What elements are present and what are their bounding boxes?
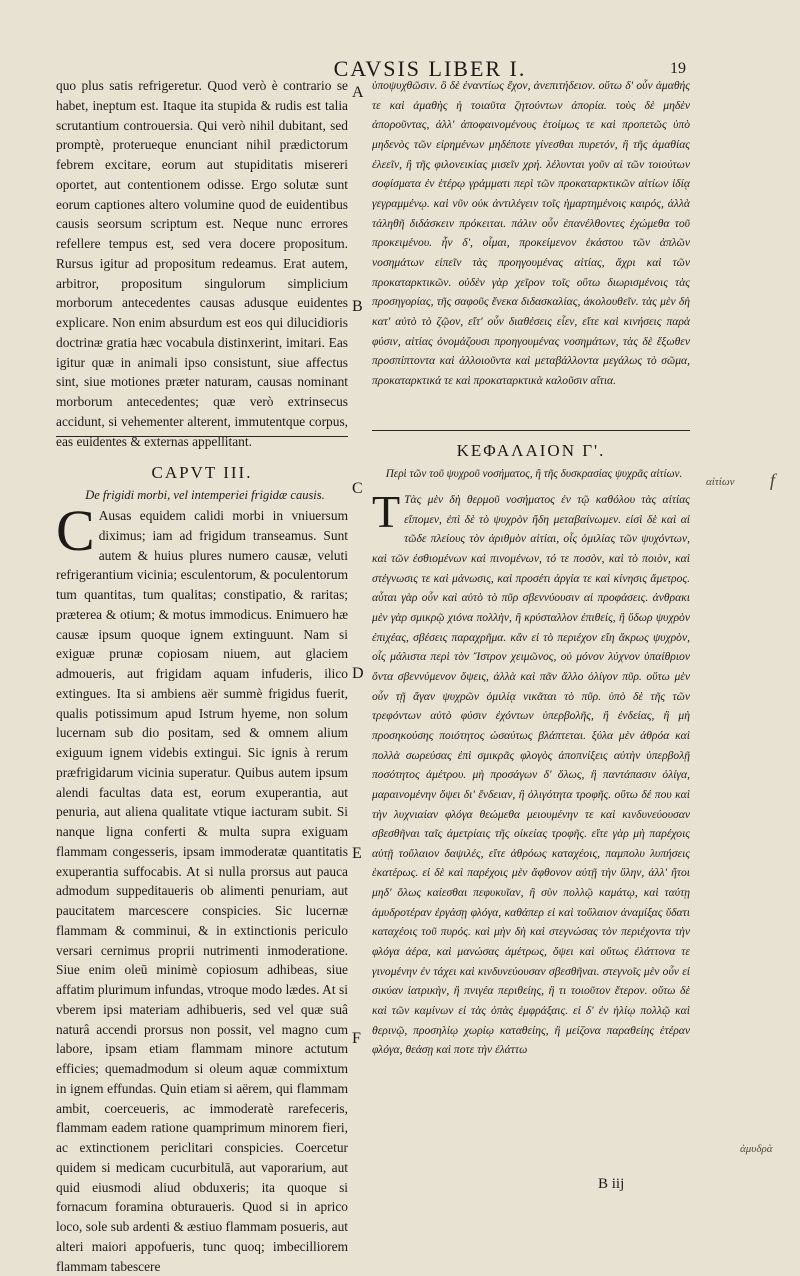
margin-annotation: ἀμυδρὰ [740,1143,773,1155]
chapter-heading-latin: CAPVT III. [151,463,253,482]
margin-marker: A [352,84,364,101]
latin-column-body [56,498,348,1276]
greek-column-top [372,76,690,391]
signature-mark: B iij [598,1176,625,1192]
margin-marker: E [352,845,362,862]
chapter-subtitle-latin: De frigidi morbi, vel intemperiei frigidæ causis. [85,488,325,502]
page-number: 19 [670,60,686,77]
margin-annotation: αἰτίων [706,476,735,488]
greek-column-body [372,486,690,1060]
greek-paragraph-top: ὑποψυχθῶσιν. ὃ δὲ ἐναντίως ἔχον, ἀνεπιτήδειον. οὕτω δ' οὖν ἀμαθής τε καὶ ἀμαθὴς ἡ τοιαῦτα ζητούντων ἀπορία. τοὺς δὲ μηδὲν ἀποροῦντας, ἀλλ' ἀποφαινομένους ἑτοίμως τε καὶ προπετῶς ὑπὸ μηδενὸς τῶν εἰρημένων μηδέποτε γίνεσθαι πυρετόν, ἢ τῆς ἀμαθίας ἐλεεῖν, ἢ τῆς φιλονεικίας μισεῖν χρή. λέλυνται γοῦν αἱ τῶν τοιούτων σοφίσματα ἐν ἑτέρῳ γράμματι περὶ τῶν προκαταρκτικῶν αἰτίων ἰδίᾳ γεγραμμένῳ. καὶ νῦν οὐκ ἀντιλέγειν τοῖς ἡμαρτημένοις καιρός, ἀλλὰ τἀληθῆ διδάσκειν πρόκειται. πάλιν οὖν ἐπανέλθοντες ἐχώμεθα τοῦ προκειμένου. ἦν δ', οἶμαι, προκείμενον ἑκάστου τῶν ἁπλῶν νοσημάτων εἰπεῖν τὰς προηγουμένας αἰτίας, ἄχρι καὶ τῶν προκαταρκτικῶν. οὐδὲν γὰρ χεῖρον τοῖς οὕτω διωρισμένοις τὰς προσηγορίας, τῆς σαφοῦς ἕνεκα διδασκαλίας, ἀκολουθεῖν. τὰς μὲν δὴ κατ' αὐτὸ τὸ ζῷον, εἴτ' οὖν διαθέσεις εἶεν, εἴτε καὶ κινήσεις παρὰ φύσιν, αἰτίας ὀνομάζουσι προηγουμένας νοσημάτων, τὰς δὲ ἔξωθεν προσπίπτοντα καὶ ἀλλοιοῦντα καὶ μεταβάλλοντα μεγάλως τὸ σῶμα, προκαταρκτικά τε καὶ προκαταρκτικὰ καλοῦσιν αἴτια. [372,79,690,387]
latin-paragraph-top: quo plus satis refrigeretur. Quod verò è contrario se habet, ineptum est. Itaque ita stupida & rudis est talia scrutantium controuersia. Qui verò nihil dubitant, sed promptè, proterueque enunciant nihil prædictorum febrem excitare, eorum aut stupiditatis misereri oportet, aut contentionem odisse. Ergo solutæ sunt eorum captiones altero volumine quod de euidentibus causis seorsum scriptum est. Neque nunc errores refellere tempus est, sed vera docere propositum. Rursus igitur ad propositum redeamus. Erat autem, arbitror, propositum singulorum simplicium morborum antecedentes causas adusque euidentes explicare. Non enim absurdum est eos qui dilucidioris doctrinæ gratia hæc vocabula distinxerint, imitari. Eas igitur quæ in animali ipso consistunt, siue affectus sint, siue motiones præter naturam, causas nominant morborum antecedentes; quæ verò extrinsecus accidunt, si vehementer alterent, immutentque corpus, eas euidentes & externas appellitant. [56,78,348,449]
latin-column-top [56,76,348,451]
chapter-subtitle-greek: Περὶ τῶν τοῦ ψυχροῦ νοσήματος, ἢ τῆς δυσκρασίας ψυχρᾶς αἰτίων. [385,468,683,480]
margin-marker: F [352,1030,361,1047]
margin-marker: D [352,665,364,682]
chapter-heading-greek: ΚΕΦΑΛΑΙΟΝ Γ'. [456,441,606,460]
divider-rule-right [372,430,690,431]
margin-marker: B [352,298,363,315]
greek-paragraph-body: Τὰς μὲν δὴ θερμοῦ νοσήματος ἐν τῷ καθόλου τὰς αἰτίας εἴπομεν, ἐπὶ δὲ τὸ ψυχρὸν ἤδη μεταβαίνωμεν. εἰσὶ δὲ καὶ αἱ τῶδε πλείους τὸν ἀριθμὸν αἰτίαι, οἷς ὁμιλίας τῶν ψυχόντων, καὶ τῶν ἐσθιομένων καὶ πινομένων, τό τε ποσὸν, καὶ τὸ ποιὸν, καὶ στέγνωσις τε καὶ μάνωσις, καὶ προσέτι ἀργία τε καὶ κίνησις ἄμετρος. αὗται γὰρ οὖν καὶ αὐτὸ τὸ πῦρ σβεννύουσιν αἱ προφάσεις. ἀνθρακι μὲν γὰρ σμικρῷ χιόνα πολλὴν, ἢ κρύσταλλον ἐπιθείς, ἢ ὕδωρ ψυχρὸν ἐπιχέας, σβέσεις παραχρῆμα. κἂν εἰ τὸ περιέχον εἴη ἄκρως ψυχρὸν, οἷς μάλιστα περὶ τὸν Ἴστρον χειμῶνος, οὐ μόνον λύχνον ὑπαίθριον ὄντα σβεννύμενον ὄψεις, ἀλλὰ καὶ πᾶν ἄλλο ὀλίγον πῦρ. οὕτω μὲν οὖν τῇ ἄγαν ψυχρῶν ὁμιλίᾳ νικᾶται τὸ πῦρ. ὑπὸ δὲ τῆς τῶν τρεφόντων αὐτὸ φύσιν ἐχόντων ὑπερβολῆς, ἢ ἐνδείας, ἢ μὴ προσηκούσης ποιότητος ὡσαύτως βλάπτεται. ξύλα μὲν ἀθρόα καὶ πολλὰ σωρεύσας ἐπὶ σμικρᾶς φλογὸς ἀποπνίξεις αὐτὴν ὑπερβολῇ ποσότητος ἀμέτρου. μὴ προσάγων δ' ὅλως, ἢ παντάπασιν ὀλίγα, μαραινομένην ὄψει δι' ἔνδειαν, ἢ ὀλιγότητα τροφῆς. οὕτω δέ που καὶ τὴν λυχνιαίαν φλόγα θεώμεθα μειουμένην τε καὶ κινδυνεύουσαν σβεσθῆναι ταῖς ἀμετρίαις τῆς οἰκείας τροφῆς. εἴτε γὰρ μὴ παρέχοις αὐτῇ τοὔλαιον δαψιλές, εἴτε ἀθρόως καταχέοις, παμπολυ λυπήσεις ἑκατέρως. εἰ δὲ καὶ παρέχοις μὲν ἄφθονον αὐτῇ τὴν ὕλην, ἀλλ' ἤτοι μηδ' ὅλως καίεσθαι πεφυκυῖαν, ἢ σὺν πολλῷ καμάτῳ, καὶ ταύτῃ ἀμυδροτέραν ἐργάσῃ φλόγα, καθάπερ εἰ καὶ τοὔλαιον ἀναμίξας ὕδατι καταχέοις τοῦ πυρός. καὶ μὴν δὴ καὶ στεγνώσας τὸν περιέχοντα τὴν φλόγα ἀέρα, καὶ μανώσας ἀμέτρως, ὄψει καὶ οὕτως ἐλάττονα τε γινομένην ἐν τάχει καὶ κινδυνεύουσαν σβεσθῆναι. στεγνοῖς μὲν οὖν εἰ σικύαν ἰατρικὴν, ἢ πνιγέα περιθείης, ἢ τι τοιοῦτον ἕτερον. οὕτω δὲ καὶ τῶν καμίνων εἰ τὰς ὀπὰς ἐμφράξαις. εἰ δ' ἐν ἡλίῳ πολλῷ καὶ θερινῷ, προσηλίῳ χωρίῳ καταθείης, ἢ μείζονα παραθείης ἑτέραν φλόγα, θεάσῃ καὶ ποτε τὴν ἐλάττω [372,493,690,1057]
running-head: CAVSIS LIBER I. [333,56,527,81]
dropcap-greek: Τ [372,486,401,537]
margin-marker: C [352,480,363,497]
latin-paragraph-body: Ausas equidem calidi morbi in vniuersum diximus; iam ad frigidum transeamus. Sunt autem & huius plures numero causæ, veluti refrigerantium vicinia; esculentorum, & poculentorum tum quantitas, tum qualitas; constipatio, & raritas; præterea & otium; & motus immodicus. Enimuero hæ causæ ipsum quoque ignem extinguunt. Nam si exiguæ prunæ copiosam niuem, aut glaciem admoueris, aut frigidam aquam infuderis, ilico extingues. Ita si ambiens aër summè frigidus fuerit, qualis potissimum apud Istrum hyeme, non solum lucernam sub dio positam, sed & omnem alium exiguum ignem videbis extingui. Sic ignis à rerum præfrigidarum vicinia superatur. Quibus autem ipsum alendi facultas data est, eorum exuperantia, aut penuria, aut aliena qualitate vtique iacturam subit. Si nanque ligna conferti & multa supra exiguam flammam congesseris, ipsam immoderatæ quantitatis exuperantia suffocabis. At si nulla prorsus aut pauca admodum suppeditaueris ob alimenti penuriam, aut paucitatem marcescere conspicies. Sic lucernæ flammam & comminui, & in extinctionis periculo versari cernimus proprii nutrimenti inmoderatione. Siue enim oleū minimè copiosum adhibeas, siue affatim plurimum infundas, vtroque modo lædes. At si vberem ipsi materiam adhibueris, sed vel quæ suâ naturâ accendi prorsus non possit, vel magno cum labore, ipsam etiam flammam minore actutum efficies; quemadmodum si oleum aquæ commixtum in ignem effundas. Quin etiam si aërem, qui flammam ambit, coerceueris, ac immoderatè rarefeceris, flammam eadem ratione quamprimum minorem fieri, ac extinctionem periclitari conspicies. Coercetur quidem si medicam cucurbitulā, aut vaporarium, aut quid eiusmodi aliud obduxeris; ita quoque si fornacum foramina obturaueris. Quod si in aprico loco, sole sub ardenti & æstiuo flammam posueris, aut alteri maiori appofueris, tunc quoq; imbecilliorem flammam tabescere [56,508,348,1274]
divider-rule-left [56,436,348,437]
dropcap-latin: C [56,498,95,563]
margin-annotation: f [770,470,776,490]
